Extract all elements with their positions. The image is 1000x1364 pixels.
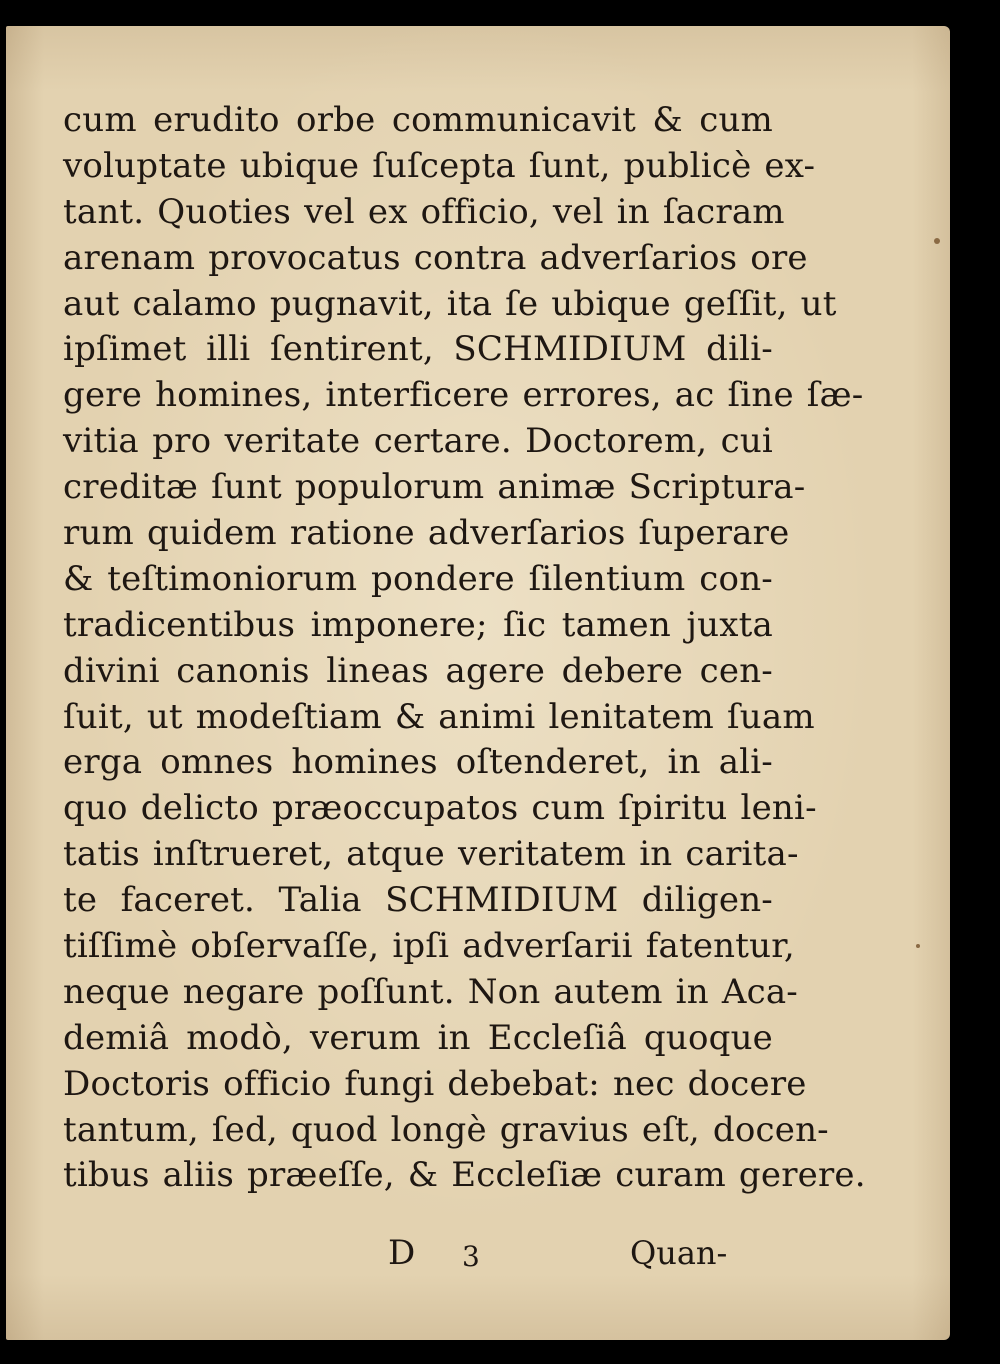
book-page (6, 26, 950, 1340)
text-line: tiſſimè obſervaſſe, ipſi adverſarii fatentur, (63, 926, 795, 967)
text-line: voluptate ubique ſuſcepta ſunt, publicè ex- (63, 145, 816, 186)
text-line: quo delicto præoccupatos cum ſpiritu leni- (63, 788, 817, 829)
page-footer (6, 1230, 950, 1280)
text-line: neque negare poſſunt. Non autem in Aca- (63, 971, 798, 1012)
text-line: aut calamo pugnavit, ita ſe ubique geſſit, ut (63, 283, 837, 324)
signature-mark: D (388, 1233, 416, 1273)
text-line: tibus aliis præeſſe, & Eccleſiæ curam gerere. (63, 1155, 866, 1196)
text-line: divini canonis lineas agere debere cen- (63, 650, 773, 691)
text-line: arenam provocatus contra adverſarios ore (63, 237, 808, 278)
body-text (63, 98, 866, 1199)
text-line: erga omnes homines oſtenderet, in ali- (63, 742, 773, 783)
text-line: tantum, ſed, quod longè gravius eſt, docen- (63, 1109, 829, 1150)
text-line: Doctoris officio fungi debebat: nec docere (63, 1063, 807, 1104)
text-line: creditæ ſunt populorum animæ Scriptura- (63, 467, 806, 508)
text-line: & teſtimoniorum pondere ſilentium con- (63, 558, 773, 599)
text-line: rum quidem ratione adverſarios ſuperare (63, 513, 790, 554)
text-line: ſuit, ut modeſtiam & animi lenitatem ſuam (63, 696, 815, 737)
text-line: gere homines, interficere errores, ac ſine ſæ- (63, 375, 864, 416)
catchword: Quan- (630, 1234, 728, 1272)
text-line: ipſimet illi ſentirent, SCHMIDIUM dili- (63, 329, 773, 370)
text-line: tradicentibus imponere; ſic tamen juxta (63, 604, 773, 645)
paper-speck (934, 238, 940, 244)
text-line: te faceret. Talia SCHMIDIUM diligen- (63, 880, 773, 921)
text-line: vitia pro veritate certare. Doctorem, cui (63, 421, 773, 462)
page-number: 3 (462, 1240, 480, 1273)
text-line: demiâ modò, verum in Eccleſiâ quoque (63, 1017, 773, 1058)
text-line: cum erudito orbe communicavit & cum (63, 100, 773, 140)
text-line: tatis inſtrueret, atque veritatem in carita- (63, 834, 799, 875)
text-line: tant. Quoties vel ex officio, vel in ſacram (63, 191, 785, 232)
paper-speck (916, 944, 920, 948)
